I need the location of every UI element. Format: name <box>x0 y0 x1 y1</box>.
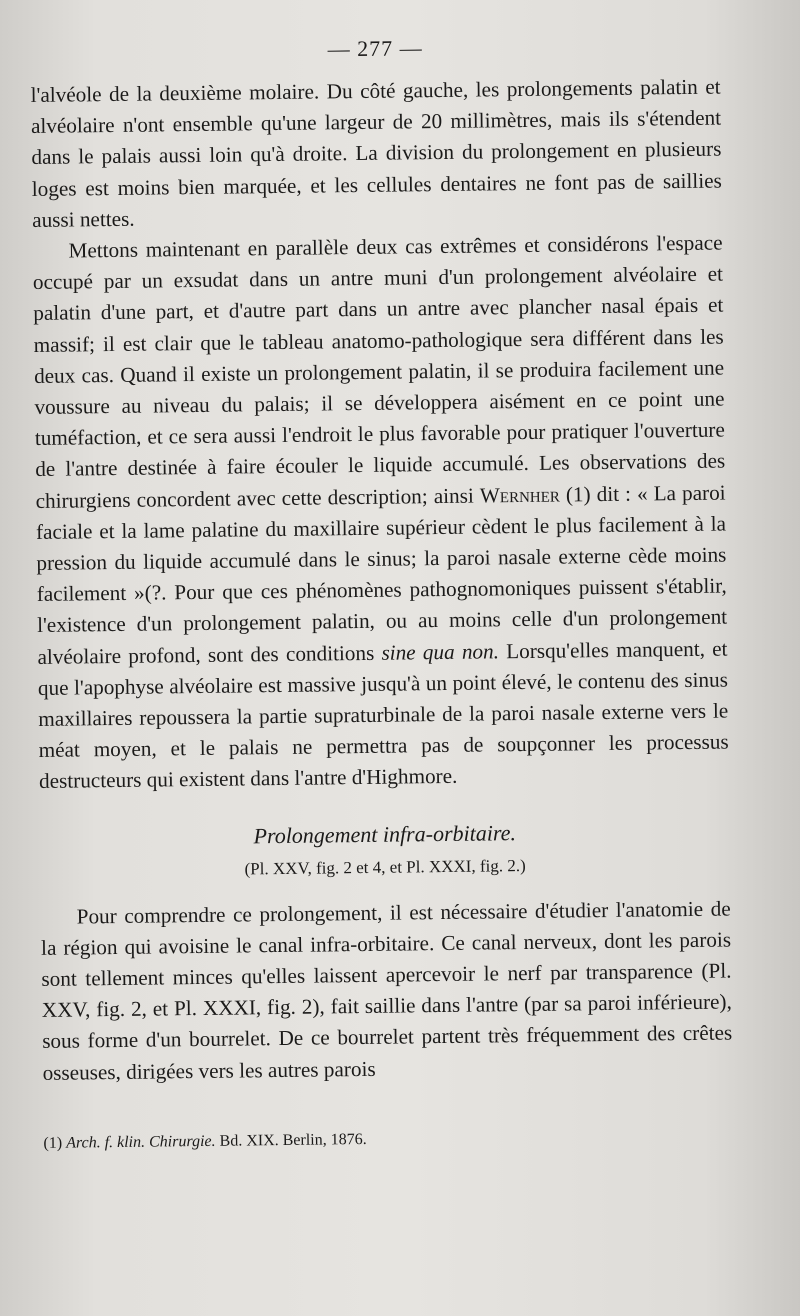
section-heading: Prolongement infra-orbitaire. <box>253 819 517 848</box>
paragraph-continuation: l'alvéole de la deuxième molaire. Du côté gauche, les prolongements palatin et alvéolaire n'ont ensemble qu'une largeur de 20 millimètres, mais ils s'étendent dans le palais aussi loin qu'à droite. La division du prolongement en plusieurs loges est moins bien marquée, et les cellules dentaires ne font pas de saillies aussi nettes. <box>30 74 722 232</box>
footnote-source: Arch. f. klin. Chirurgie. <box>66 1132 216 1152</box>
paragraph-infra-orbital: Pour comprendre ce prolongement, il est nécessaire d'étudier l'anatomie de la région qui avoisine le canal infra-orbitaire. Ce canal nerveux, dont les parois sont tellement minces qu'elles laissent apercevoir le nerf par transparence (Pl. XXV, fig. 2, et Pl. XXXI, fig. 2), fait saillie dans l'antre (par sa paroi inférieure), sous forme d'un bourrelet. De ce bourrelet partent très fréquemment des crêtes osseuses, dirigées vers les autres parois <box>40 896 733 1085</box>
paragraph-text: Lorsqu'elles manquent, et que l'apophyse alvéolaire est massive jusqu'à un point élevé, le contenu des sinus maxillaires repoussera la partie supraturbinale de la paroi nasale externe vers le méat moyen, et le palais ne permettra pas de soupçonner les processus destructeurs qui existent dans l'antre d'Highmore. <box>37 636 729 794</box>
author-name: Wernher <box>479 482 560 508</box>
page-text-block <box>30 32 734 1153</box>
section-plate-reference: (Pl. XXV, fig. 2 et 4, et Pl. XXXI, fig. 2.) <box>244 855 526 879</box>
latin-phrase: sine qua non. <box>381 638 500 665</box>
footnote-marker: (1) <box>43 1134 63 1152</box>
page-number: — 277 — <box>327 35 423 62</box>
paragraph-text: (1) dit : « La paroi faciale et la lame palatine du maxillaire supérieur cèdent le plus facilement à la pression du liquide accumulé dans le sinus; la paroi nasale externe cède moins facilement »(?. Pour que ces phénomènes pathognomoniques puissent s'établir, l'existence d'un prolongement palatin, ou au moins celle d'un prolongement alvéolaire profond, sont des conditions <box>35 480 728 669</box>
footnote-details: Bd. XIX. Berlin, 1876. <box>219 1130 367 1150</box>
paragraph-parallel-cases <box>32 228 729 798</box>
paragraph-text: Mettons maintenant en parallèle deux cas extrêmes et considérons l'espace occupé par un exsudat dans un antre muni d'un prolongement alvéolaire et palatin d'une part, et d'autre part dans un antre avec plancher nasal épais et massif; il est clair que le tableau anatomo-pathologique sera différent dans les deux cas. Quand il existe un prolongement palatin, il se produira facilement une voussure au niveau du palais; il se développera aisément en ce point une tuméfaction, et ce sera aussi l'endroit le plus favorable pour pratiquer l'ouverture de l'antre destinée à faire écouler le liquide accumulé. Les observations des chirurgiens concordent avec cette description; ainsi <box>32 230 726 513</box>
footnote <box>43 1126 733 1152</box>
